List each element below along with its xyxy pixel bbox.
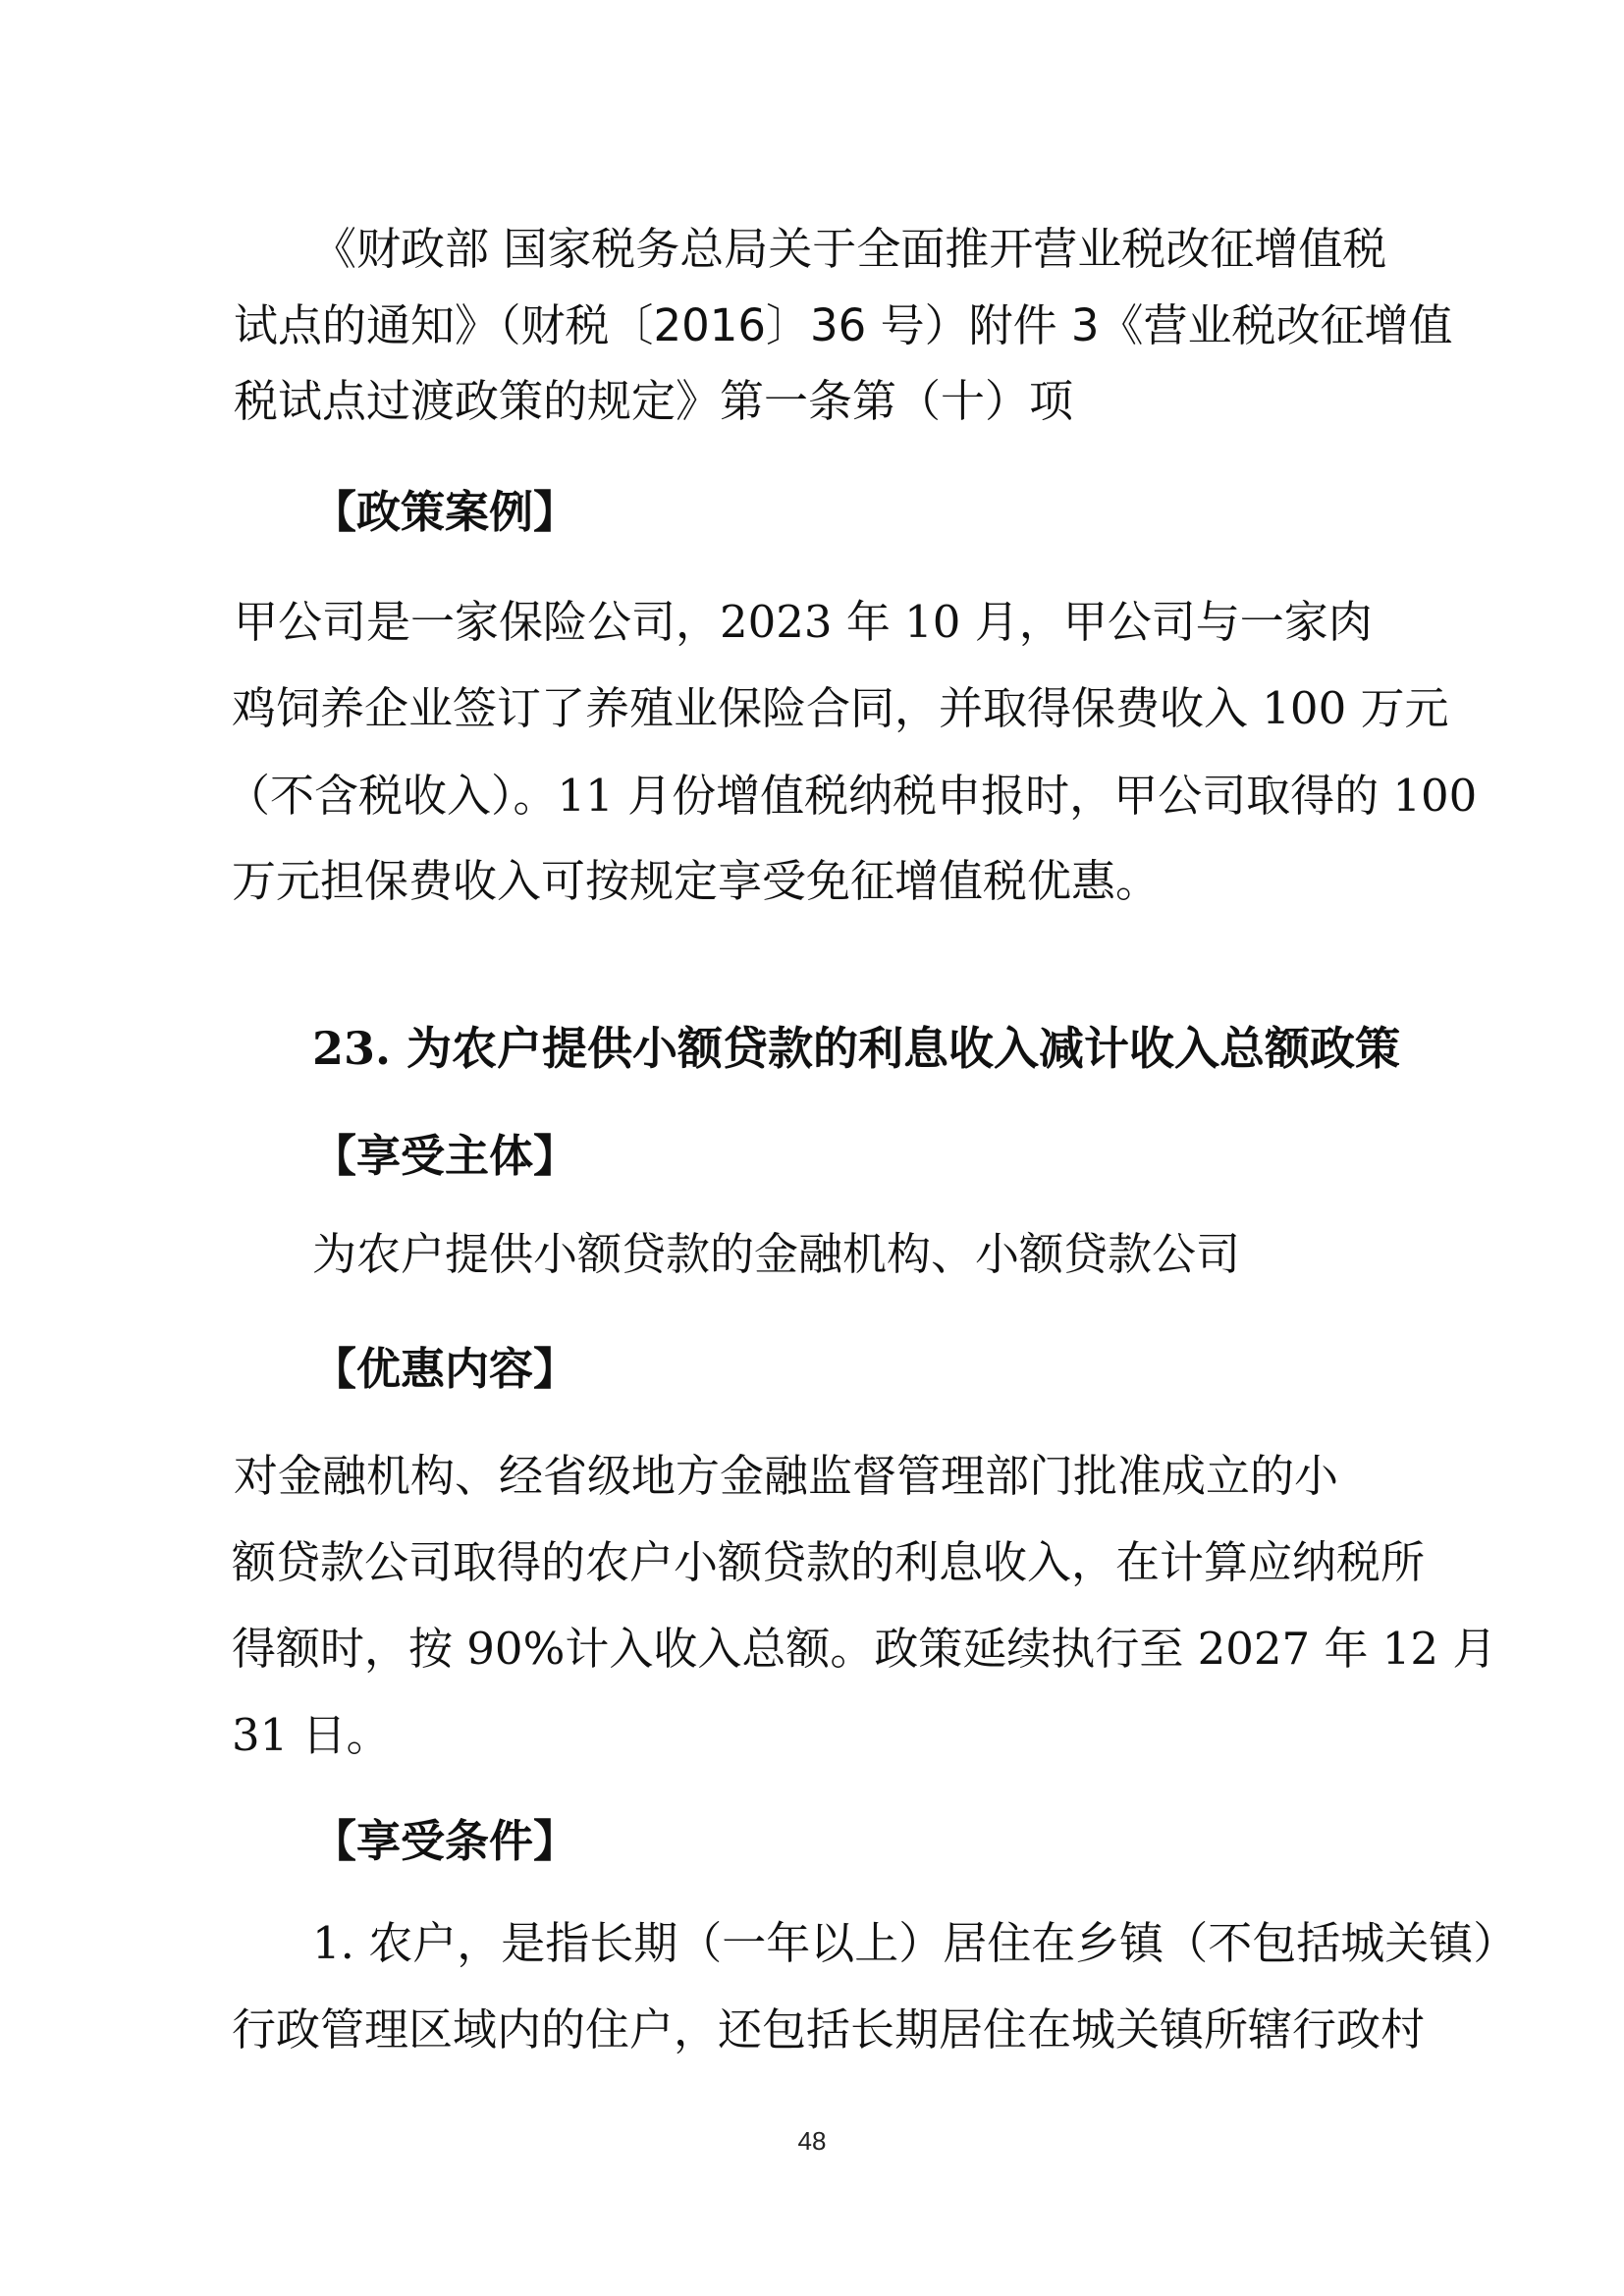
- policy-heading-23: 23. 为农户提供小额贷款的利息收入减计收入总额政策: [312, 1022, 1401, 1075]
- eligible-entity-text: 为农户提供小额贷款的金融机构、小额贷款公司: [312, 1228, 1241, 1280]
- case-paragraph-line-3: （不含税收入）。11 月份增值税纳税申报时，甲公司取得的 100: [226, 770, 1478, 822]
- section-label-policy-case: 【政策案例】: [312, 486, 578, 538]
- case-paragraph-line-1: 甲公司是一家保险公司，2023 年 10 月，甲公司与一家肉: [234, 596, 1373, 648]
- case-paragraph-line-2: 鸡饲养企业签订了养殖业保险合同，并取得保费收入 100 万元: [232, 682, 1449, 734]
- section-label-conditions: 【享受条件】: [312, 1815, 578, 1867]
- content-paragraph-line-2: 额贷款公司取得的农户小额贷款的利息收入，在计算应纳税所: [232, 1536, 1426, 1588]
- citation-line-3: 税试点过渡政策的规定》第一条第（十）项: [234, 375, 1074, 427]
- citation-line-2: 试点的通知》（财税〔2016〕36 号）附件 3《营业税改征增值: [234, 299, 1453, 351]
- content-paragraph-line-3: 得额时，按 90%计入收入总额。政策延续执行至 2027 年 12 月: [232, 1623, 1497, 1675]
- case-paragraph-line-4: 万元担保费收入可按规定享受免征增值税优惠。: [232, 855, 1161, 907]
- content-paragraph-line-1: 对金融机构、经省级地方金融监督管理部门批准成立的小: [234, 1450, 1339, 1502]
- citation-line-1: 《财政部 国家税务总局关于全面推开营业税改征增值税: [312, 223, 1387, 275]
- section-label-eligible-entity: 【享受主体】: [312, 1130, 578, 1182]
- conditions-paragraph-line-1: 1. 农户，是指长期（一年以上）居住在乡镇（不包括城关镇）: [312, 1917, 1518, 1969]
- section-label-preferential-content: 【优惠内容】: [312, 1343, 578, 1395]
- content-paragraph-line-4: 31 日。: [232, 1709, 391, 1761]
- page-number: 48: [797, 2126, 827, 2156]
- conditions-paragraph-line-2: 行政管理区域内的住户，还包括长期居住在城关镇所辖行政村: [232, 2003, 1426, 2056]
